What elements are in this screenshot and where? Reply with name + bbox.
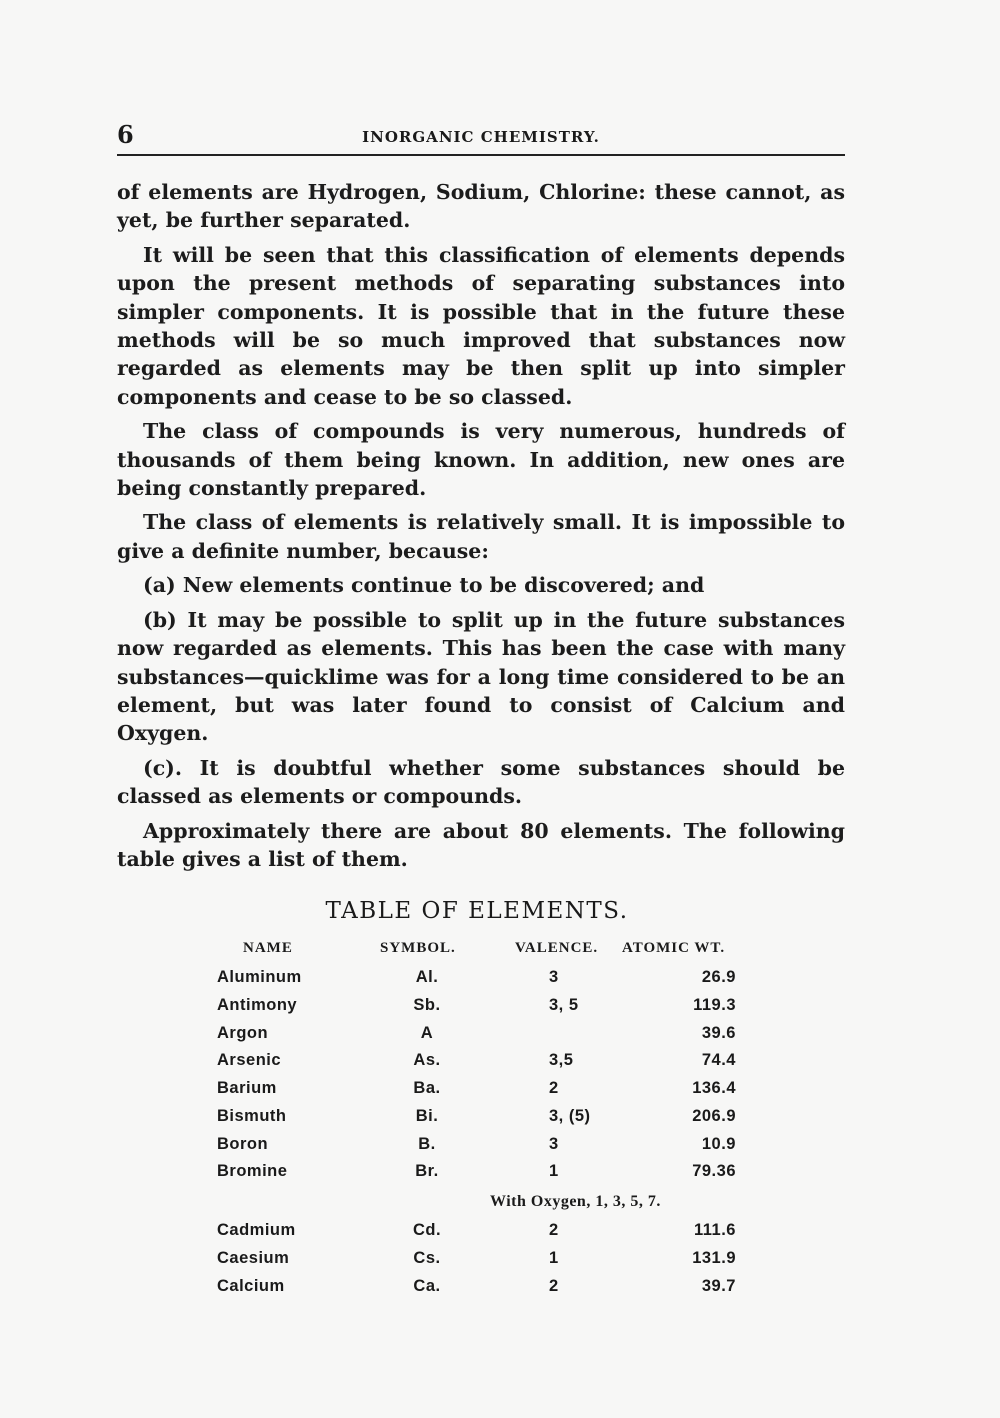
element-name: Calcium bbox=[217, 1277, 285, 1295]
element-symbol: Cs. bbox=[413, 1249, 441, 1267]
element-atomic-wt: 39.6 bbox=[701, 1024, 736, 1042]
table-row bbox=[0, 1277, 1000, 1303]
element-symbol: Cd. bbox=[412, 1221, 442, 1239]
element-name: Aluminum bbox=[217, 968, 302, 986]
table-row bbox=[0, 1249, 1000, 1275]
element-atomic-wt: 119.3 bbox=[693, 996, 736, 1014]
element-name: Barium bbox=[217, 1079, 277, 1097]
element-symbol: Ca. bbox=[413, 1277, 441, 1295]
element-atomic-wt: 136.4 bbox=[692, 1079, 736, 1097]
paragraph: of elements are Hydrogen, Sodium, Chlorine: these cannot, as yet, be further separated. bbox=[117, 180, 845, 233]
element-atomic-wt: 10.9 bbox=[701, 1135, 736, 1153]
element-symbol: Bi. bbox=[415, 1107, 439, 1125]
element-name: Boron bbox=[217, 1135, 269, 1153]
element-atomic-wt: 111.6 bbox=[694, 1221, 736, 1239]
element-atomic-wt: 206.9 bbox=[692, 1107, 736, 1125]
element-name: Antimony bbox=[217, 996, 298, 1014]
body-text bbox=[117, 178, 845, 879]
element-name: Argon bbox=[217, 1024, 269, 1042]
element-valence: 3 bbox=[549, 1135, 559, 1153]
element-atomic-wt: 131.9 bbox=[692, 1249, 736, 1267]
paragraph: (c). It is doubtful whether some substances should be classed as elements or compounds. bbox=[117, 755, 845, 809]
element-atomic-wt: 74.4 bbox=[701, 1051, 736, 1069]
column-header-symbol: SYMBOL. bbox=[380, 940, 456, 956]
table-title: TABLE OF ELEMENTS. bbox=[325, 898, 629, 924]
element-symbol: Ba. bbox=[413, 1079, 441, 1097]
table-row bbox=[0, 996, 1000, 1022]
paragraph: The class of elements is relatively small. It is impossible to give a definite number, because: bbox=[117, 510, 845, 563]
paragraph: (b) It may be possible to split up in the future substances now regarded as elements. This has been the case with many substances—quicklime was for a long time considered to be an element, but was later found to consist of Calcium and Oxygen. bbox=[117, 607, 845, 746]
element-valence: 2 bbox=[549, 1221, 559, 1239]
element-valence: 3 bbox=[549, 968, 559, 986]
column-header-valence: VALENCE. bbox=[515, 940, 599, 956]
table-row bbox=[0, 968, 1000, 994]
table-row bbox=[0, 1135, 1000, 1161]
element-symbol: A bbox=[420, 1024, 434, 1042]
element-valence: 2 bbox=[549, 1079, 559, 1097]
table-row bbox=[0, 1079, 1000, 1105]
element-valence: 2 bbox=[549, 1277, 559, 1295]
table-row bbox=[0, 1107, 1000, 1133]
element-atomic-wt: 26.9 bbox=[701, 968, 736, 986]
element-valence: 3, 5 bbox=[549, 996, 579, 1014]
element-valence: 3, (5) bbox=[549, 1107, 591, 1125]
paragraph: The class of compounds is very numerous, hundreds of thousands of them being known. In addition, new ones are being constantly prepared. bbox=[117, 419, 845, 501]
paragraph: It will be seen that this classification of elements depends upon the present methods of separating substances into simpler components. It is possible that in the future these methods will be so much improved that substances now regarded as elements may be then split up into simpler components and cease to be so classed. bbox=[117, 242, 845, 409]
running-title: INORGANIC CHEMISTRY. bbox=[362, 128, 600, 146]
page-header bbox=[117, 120, 845, 156]
paragraph: (a) New elements continue to be discovered; and bbox=[143, 573, 705, 598]
table-row bbox=[0, 1162, 1000, 1188]
element-valence: 1 bbox=[549, 1162, 559, 1180]
element-name: Arsenic bbox=[217, 1051, 282, 1069]
element-symbol: Al. bbox=[415, 968, 439, 986]
element-name: Bismuth bbox=[217, 1107, 287, 1125]
element-symbol: Sb. bbox=[413, 996, 441, 1014]
table-row bbox=[0, 1024, 1000, 1050]
element-valence: 1 bbox=[549, 1249, 559, 1267]
element-name: Caesium bbox=[217, 1249, 290, 1267]
element-name: Bromine bbox=[217, 1162, 288, 1180]
paragraph: Approximately there are about 80 elements. The following table gives a list of them. bbox=[117, 818, 845, 871]
column-header-name: NAME bbox=[243, 940, 293, 956]
bromine-valence-note: With Oxygen, 1, 3, 5, 7. bbox=[490, 1193, 661, 1210]
page-number: 6 bbox=[117, 120, 134, 149]
element-atomic-wt: 39.7 bbox=[701, 1277, 736, 1295]
element-name: Cadmium bbox=[217, 1221, 296, 1239]
table-row bbox=[0, 1051, 1000, 1077]
element-symbol: As. bbox=[413, 1051, 441, 1069]
element-valence: 3,5 bbox=[549, 1051, 574, 1069]
element-symbol: Br. bbox=[415, 1162, 439, 1180]
element-symbol: B. bbox=[418, 1135, 436, 1153]
table-row bbox=[0, 1221, 1000, 1247]
element-atomic-wt: 79.36 bbox=[692, 1162, 736, 1180]
column-header-atomic-wt: ATOMIC WT. bbox=[622, 940, 726, 956]
